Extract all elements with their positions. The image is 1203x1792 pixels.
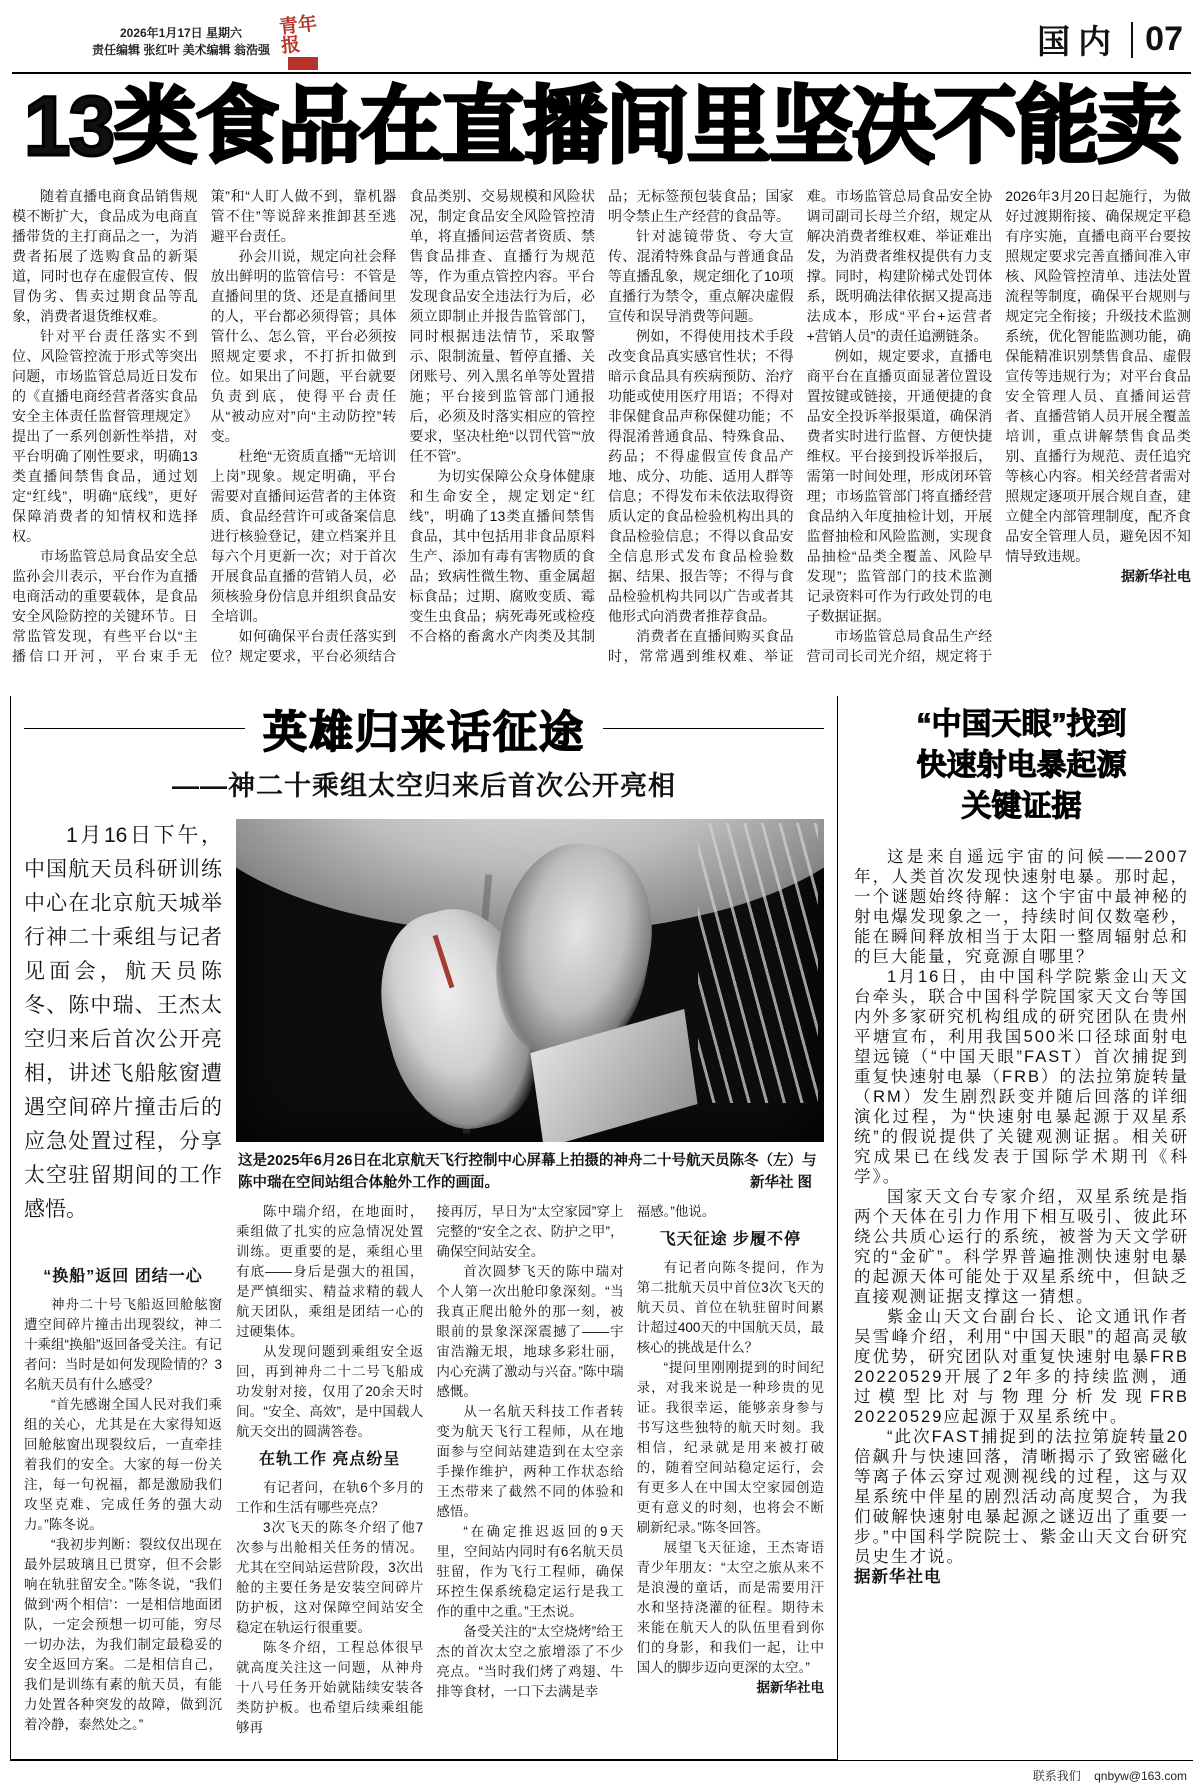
feature-columns	[236, 1202, 824, 1738]
subhead-flight-journey: 飞天征途 步履不停	[659, 1231, 802, 1248]
feature-source: 据新华社电	[756, 1680, 824, 1695]
page-header	[10, 10, 1193, 68]
feature-title-row	[24, 696, 824, 760]
feature-title: 英雄归来话征途	[263, 708, 585, 757]
sidebar-paragraph: 1月16日，由中国科学院紫金山天文台牵头，联合中国科学院国家天文台等国内外多家研究机构组成的研究团队在贵州平塘宣布，利用我国500米口径球面射电望远镜（“中国天眼”FAST）首次捕捉到重复快速射电暴（FRB）的法拉第旋转量（RM）发生剧烈跃变并随后回落的详细演化过程，为“快速射电暴起源于双星系统”的假说提供了关键观测证据。相关研究成果已在线发表于国际学术期刊《科学》。	[854, 968, 1189, 1186]
date-block	[92, 25, 270, 59]
feature-paragraph: 从发现问题到乘组安全返回，再到神舟二十二号飞船成功发射对接，仅用了20余天时间。“安全、高效”，是中国载人航天交出的圆满答卷。	[236, 1344, 424, 1439]
feature-right-region	[236, 819, 824, 1738]
title-rule-left	[24, 728, 245, 729]
article-paragraph: 针对滤镜带货、夸大宣传、混淆特殊食品与普通食品等直播乱象，规定细化了10项直播行为禁令，重点解决虚假宣传和误导消费等问题。	[607, 228, 794, 324]
article-paragraph: 随着直播电商食品销售规模不断扩大，食品成为电商直播带货的主打商品之一，为消费者拓展了选购食品的新渠道，同时也存在虚假宣传、假冒伪劣、售卖过期食品等乱象，消费者退货维权难。	[12, 188, 198, 324]
header-divider	[1131, 22, 1133, 58]
feature-paragraph: “在确定推迟返回的9天里，空间站内同时有6名航天员驻留，作为飞行工程师，确保环控生保系统稳定运行是我工作的重中之重。”王杰说。	[436, 1524, 624, 1619]
feature-paragraph: 接再厉，早日为“太空家园”穿上完整的“安全之衣、防护之甲”，确保空间站安全。	[436, 1204, 624, 1259]
feature-column-4	[637, 1202, 824, 1738]
feature-paragraph: 福感。”他说。	[636, 1204, 716, 1219]
caption-line-2	[238, 1172, 822, 1194]
article-paragraph: 孙会川说，规定向社会释放出鲜明的监管信号：不管是直播间里的货、还是直播间里的人，平台都必须得管；具体管什么、怎么管，平台必须按照规定要求，不打折扣做到位。如果出了问题，平台就要负责到底，使得平台责任从“被动应对”向“主动防控”转变。	[210, 248, 397, 444]
feature-paragraph: 从一名航天科技工作者转变为航天飞行工程师，从在地面参与空间站建造到在太空亲手操作维护，两种工作状态给王杰带来了截然不同的体验和感悟。	[436, 1404, 624, 1519]
page-number: 07	[1145, 20, 1183, 58]
contact-label: 联系我们	[1032, 1769, 1081, 1783]
title-rule-right	[603, 728, 824, 729]
masthead-block	[92, 13, 336, 68]
page-footer	[10, 1760, 1193, 1792]
subhead-return: “换船”返回 团结一心	[43, 1268, 203, 1285]
masthead-logo	[278, 13, 336, 68]
feature-paragraph: 有记者向陈冬提问，作为第二批航天员中首位3次飞天的航天员、首位在轨驻留时间累计超过400天的中国航天员，最核心的挑战是什么？	[636, 1260, 824, 1355]
article-paragraph: 针对平台责任落实不到位、风险管控流于形式等突出问题，市场监管总局近日发布的《直播电商经营者落实食品安全主体责任监督管理规定》提出了一系列创新性举措，对平台明确了刚性要求，明确13类直播间禁售食品，通过划定“红线”，明确“底线”，更好保障消费者的知情权和选择权。	[12, 328, 198, 544]
article-paragraph: 市场监管总局食品生产经营司司长司光介绍，规定将于2026年3月20日起施行，为做好过渡期衔接、确保规定平稳有序实施，直播电商平台要按照规定要求完善直播间准入审核、风险管控清单、违法处置流程等制度，确保平台规则与规定完全衔接；升级技术监测系统，优化智能监测功能，确保能精准识别禁售食品、虚假宣传等违规行为；对平台食品安全管理人员、直播间运营者、直播营销人员开展全覆盖培训，重点讲解禁售食品类别、直播行为规范、责任追究等核心内容。相关经营者需对照规定逐项开展合规自查，建立健全内部管理制度，配齐食品安全管理人员，避免因不知情导致违规。	[806, 188, 1191, 664]
caption-line-1: 这是2025年6月26日在北京航天飞行控制中心屏幕上拍摄的神舟二十号航天员陈冬（左）与	[238, 1153, 817, 1169]
section-label: 国内	[1037, 23, 1120, 60]
section-block	[1037, 16, 1189, 63]
sidebar-headline	[854, 704, 1189, 827]
feature-subtitle: ——神二十乘组太空归来后首次公开亮相	[172, 771, 676, 801]
logo-calligraphy: 青年报	[278, 13, 319, 58]
sidebar-paragraph: “此次FAST捕捉到的法拉第旋转量20倍飙升与快速回落，清晰揭示了致密磁化等离子体云穿过观测视线的过程，这与双星系统中伴星的剧烈活动高度契合，为我们破解快速射电暴起源之谜迈出了重要一步。”中国科学院院士、紫金山天文台研究员史生才说。	[854, 1428, 1189, 1566]
feature-photo	[236, 819, 824, 1142]
lower-zone	[10, 696, 1193, 1760]
sidebar-source: 据新华社电	[854, 1568, 942, 1586]
feature-paragraph: 备受关注的“太空烧烤”给王杰的首次太空之旅增添了不少亮点。“当时我们烤了鸡翅、牛排等食材，一口下去满是幸	[436, 1624, 624, 1699]
sidebar-headline-line: “中国天眼”找到	[916, 708, 1127, 741]
feature-intro: 1月16日下午，中国航天员科研训练中心在北京航天城举行神二十乘组与记者见面会，航天员陈冬、陈中瑞、王杰太空归来后首次公开亮相，讲述飞船舷窗遭遇空间碎片撞击后的应急处置过程，分享太空驻留期间的工作感悟。	[24, 824, 222, 1221]
feature-column-2	[236, 1202, 423, 1738]
photo-credit: 新华社 图	[749, 1175, 812, 1191]
logo-seal	[288, 57, 318, 70]
feature-paragraph: 首次圆梦飞天的陈中瑞对个人第一次出舱印象深刻。“当我真正爬出舱外的那一刻，被眼前的景象深深震撼了——宇宙浩瀚无垠，地球多彩壮丽，内心充满了激动与兴奋。”陈中瑞感慨。	[436, 1264, 624, 1399]
article-paragraph: 杜绝“无资质直播”“无培训上岗”现象。规定明确，平台需要对直播间运营者的主体资质、食品经营许可或备案信息进行核验登记，建立档案并且每六个月更新一次；对于首次开展食品直播的营销人员，必须核验身份信息并组织食品安全培训。	[210, 448, 397, 624]
feature-paragraph: 陈冬介绍，工程总体很早就高度关注这一问题，从神舟十八号任务开始就陆续安装各类防护板。也希望后续乘组能够再	[236, 1640, 424, 1735]
sidebar-paragraph: 这是来自遥远宇宙的问候——2007年，人类首次发现快速射电暴。那时起，一个谜题始终待解：这个宇宙中最神秘的射电爆发现象之一，持续时间仅数毫秒，能在瞬间释放相当于太阳一整周辐射总和的巨大能量，究竟源自哪里？	[854, 848, 1189, 966]
article-paragraph: 为切实保障公众身体健康和生命安全，规定划定“红线”，明确了13类直播间禁售食品，其中包括用非食品原料生产、添加有毒有害物质的食品；致病性微生物、重金属超标食品；过期、腐败变质、霉变生虫食品；病死毒死或检疫不合格的畜禽水产肉类及其制品；无标签预包装食品；国家明令禁止生产经营的食品等。	[409, 188, 794, 644]
caption-text: 陈中瑞在空间站组合体舱外工作的画面。	[238, 1175, 499, 1191]
feature-paragraph: 有记者问，在轨6个多月的工作和生活有哪些亮点？	[236, 1480, 424, 1515]
main-headline: 13类食品在直播间里坚决不能卖	[23, 79, 1180, 173]
feature-paragraph: “我初步判断：裂纹仅出现在最外层玻璃且已贯穿，但不会影响在轨驻留安全。”陈冬说，“我们做到‘两个相信’：一是相信地面团队，一定会预想一切可能，穷尽一切办法，为我们制定最稳妥的安全返回方案。二是相信自己，我们是训练有素的航天员，有能力处置各种突发的故障，做到沉着冷静，泰然处之。”	[24, 1537, 222, 1732]
feature-paragraph: “首先感谢全国人民对我们乘组的关心，尤其是在大家得知返回舱舷窗出现裂纹后，一直牵挂着我们的安全。大家的每一份关注，每一句祝福，都是激励我们攻坚克难、完成任务的强大动力。”陈冬说。	[24, 1397, 222, 1532]
photo-caption	[238, 1150, 822, 1194]
sidebar-headline-line: 关键证据	[961, 790, 1082, 823]
sidebar-paragraph: 紫金山天文台副台长、论文通讯作者吴雪峰介绍，利用“中国天眼”的超高灵敏度优势，研究团队对重复快速射电暴FRB 20220529开展了2年多的持续监测，通过模型比对与物理分析发现FRB 20220529应起源于双星系统中。	[854, 1308, 1189, 1426]
article-paragraph: 消费者在直播间购买食品时，常常遇到维权难、举证难。市场监管总局食品安全协调司副司长母兰介绍，规定从解决消费者维权难、举证难出发，为消费者维权提供有力支撑。同时，构建阶梯式处罚体系，既明确法律依据又提高违法成本，形成“平台+运营者+营销人员”的责任追溯链条。	[607, 188, 993, 664]
feature-paragraph: “提问里刚刚提到的时间纪录，对我来说是一种珍贵的见证。我很幸运，能够亲身参与书写这些独特的航天时刻。我相信，纪录就是用来被打破的，随着空间站稳定运行，会有更多人在中国太空家园创造更有意义的时刻，也将会不断刷新纪录。”陈冬回答。	[636, 1360, 824, 1535]
header-rule	[12, 72, 1191, 74]
feature-body	[24, 819, 824, 1738]
feature-paragraph: 神舟二十号飞船返回舱舷窗遭空间碎片撞击出现裂纹，神二十乘组“换船”返回备受关注。有记者问：当时是如何发现险情的？3名航天员有什么感受？	[24, 1297, 222, 1392]
feature-left-column	[24, 819, 222, 1738]
article-source: 据新华社电	[1120, 568, 1191, 584]
date-line: 2026年1月17日 星期六	[119, 26, 243, 40]
feature-column-3	[436, 1202, 623, 1738]
article-paragraph: 如何确保平台责任落实到位？规定要求，平台必须结合食品类别、交易规模和风险状况，制定食品安全风险管控清单，将直播间运营者资质、禁售食品排查、直播行为规范等，作为重点管控内容。平台发现食品安全违法行为后，必须立即制止并报告监管部门，同时根据违法情节，采取警示、限制流量、暂停直播、关闭账号、列入黑名单等处置措施；平台接到监管部门通报后，必须及时落实相应的管控要求，坚决杜绝“以罚代管”“放任不管”。	[210, 188, 595, 664]
main-article	[10, 186, 1193, 684]
photo-station-truss	[698, 823, 818, 1103]
feature-paragraph: 展望飞天征途，王杰寄语青少年朋友：“太空之旅从来不是浪漫的童话，而是需要用汗水和坚持浇灌的征程。期待未来能在航天人的队伍里看到你们的身影，和我们一起，让中国人的脚步迈向更深的太空。”	[636, 1540, 824, 1675]
feature-article	[10, 696, 838, 1760]
sidebar-article	[854, 696, 1193, 1760]
sidebar-headline-line: 快速射电暴起源	[916, 749, 1127, 782]
subhead-orbit-work: 在轨工作 亮点纷呈	[258, 1451, 401, 1468]
article-paragraph: 例如，规定要求，直播电商平台在直播页面显著位置设置按键或链接，开通便捷的食品安全投诉举报渠道，确保消费者实时进行监督、方便快捷维权。平台接到投诉举报后，需第一时间处理，形成闭环管理；市场监管部门将直播经营食品纳入年度抽检计划，开展监督抽检和风险监测，实现食品抽检“品类全覆盖、风险早发现”；监管部门的技术监测记录资料可作为行政处罚的电子数据证据。	[806, 348, 993, 624]
sidebar-paragraph: 国家天文台专家介绍，双星系统是指两个天体在引力作用下相互吸引、彼此环绕公共质心运行的系统，被誉为天文学研究的“金矿”。科学界普遍推测快速射电暴的起源天体可能处于双星系统中，但缺乏直接观测证据支撑这一猜想。	[854, 1188, 1189, 1306]
feature-paragraph: 陈中瑞介绍，在地面时，乘组做了扎实的应急情况处置训练。更重要的是，乘组心里有底——身后是强大的祖国，是严慎细实、精益求精的载人航天团队，乘组是团结一心的过硬集体。	[236, 1204, 424, 1339]
article-paragraph: 例如，不得使用技术手段改变食品真实感官性状；不得暗示食品具有疾病预防、治疗功能或使用医疗用语；不得对非保健食品声称保健功能；不得混淆普通食品、特殊食品、药品；不得虚假宣传食品产地、成分、功能、适用人群等信息；不得发布未依法取得资质认定的食品检验机构出具的食品检验信息；不得以食品安全信息形式发布食品检验数据、结果、报告等；不得与食品检验机构共同以广告或者其他形式向消费者推荐食品。	[607, 328, 794, 624]
article-paragraph: 市场监管总局食品安全总监孙会川表示，平台作为直播电商活动的重要载体，是食品安全风险防控的关键环节。日常监管发现，有些平台以“主播信口开河，平台束手无策”和“人盯人做不到，靠机器管不住”等说辞来推卸甚至逃避平台责任。	[12, 188, 397, 664]
contact-email: qnbyw@163.com	[1094, 1769, 1187, 1783]
editors-line: 责任编辑 张红叶 美术编辑 翁浩强	[92, 43, 271, 57]
feature-paragraph: 3次飞天的陈冬介绍了他7次参与出舱相关任务的情况。尤其在空间站运营阶段，3次出舱的主要任务是安装空间碎片防护板，这对保障空间站安全稳定在轨运行很重要。	[236, 1520, 424, 1635]
